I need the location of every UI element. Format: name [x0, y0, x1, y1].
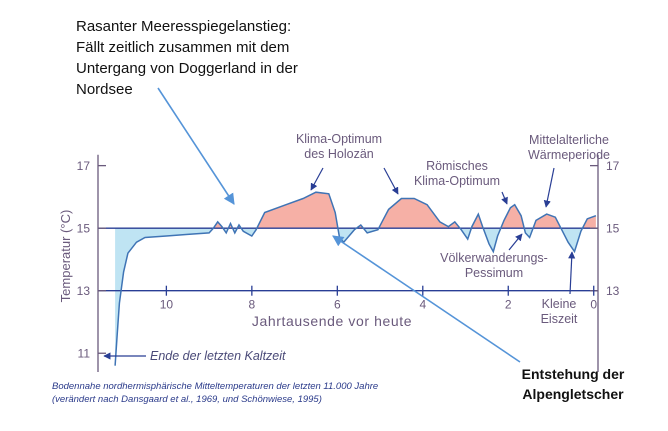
- note-alpengletscher-line-1: Entstehung der: [521, 366, 625, 382]
- note-meeresspiegelanstieg: [76, 16, 336, 100]
- y-tick-label-right-15: 15: [606, 221, 620, 236]
- x-tick-label-8: 8: [248, 297, 256, 312]
- y-tick-label-right-13: 13: [606, 284, 620, 299]
- label-voelkerwanderungs-pessimum-2: Pessimum: [464, 266, 524, 280]
- note-meeresspiegel-line-4: Nordsee: [76, 81, 133, 98]
- note-meeresspiegel-line-3: Untergang von Doggerland in der: [76, 60, 298, 77]
- label-kleine-eiszeit-2: Eiszeit: [540, 312, 578, 326]
- label-kleine-eiszeit-1: Kleine: [541, 297, 577, 311]
- label-klima-optimum-holozaen-1: Klima-Optimum: [295, 132, 383, 146]
- y-tick-label-left-17: 17: [76, 159, 90, 174]
- x-tick-label-4: 4: [419, 297, 427, 312]
- note-alpengletscher: [508, 364, 638, 404]
- label-klima-optimum-holozaen-2: des Holozän: [304, 147, 374, 161]
- y-axis-label: Temperatur (°C): [58, 209, 73, 303]
- label-roemisches-optimum-1: Römisches: [426, 159, 488, 173]
- label-mittelalterliche-waermeperiode-1: Mittelalterliche: [529, 133, 609, 147]
- x-tick-label-2: 2: [504, 297, 512, 312]
- label-mittelalterliche-waermeperiode-2: Wärmeperiode: [528, 148, 610, 162]
- label-voelkerwanderungs-pessimum-1: Völkerwanderungs-: [440, 251, 548, 265]
- y-tick-label-left-13: 13: [76, 284, 90, 299]
- x-tick-label-10: 10: [159, 297, 174, 312]
- chart-caption: [52, 381, 378, 406]
- caption-line-1: Bodennahe nordhermisphärische Mitteltemperaturen der letzten 11.000 Jahre: [52, 381, 379, 392]
- x-tick-label-6: 6: [333, 297, 341, 312]
- x-axis-label: Jahrtausende vor heute: [251, 313, 413, 329]
- note-alpengletscher-line-2: Alpengletscher: [522, 386, 624, 402]
- y-tick-label-left-15: 15: [76, 221, 90, 236]
- note-meeresspiegel-line-1: Rasanter Meeresspiegelanstieg:: [76, 18, 292, 35]
- note-meeresspiegel-line-2: Fällt zeitlich zusammen mit dem: [76, 39, 290, 56]
- label-ende-kaltzeit: Ende der letzten Kaltzeit: [150, 349, 286, 363]
- caption-line-2: (verändert nach Dansgaard et al., 1969, und Schönwiese, 1995): [52, 393, 322, 405]
- x-tick-label-0: 0: [590, 297, 598, 312]
- label-roemisches-optimum-2: Klima-Optimum: [413, 174, 501, 188]
- y-tick-label-left-11: 11: [77, 346, 90, 361]
- y-tick-label-right-17: 17: [606, 159, 620, 174]
